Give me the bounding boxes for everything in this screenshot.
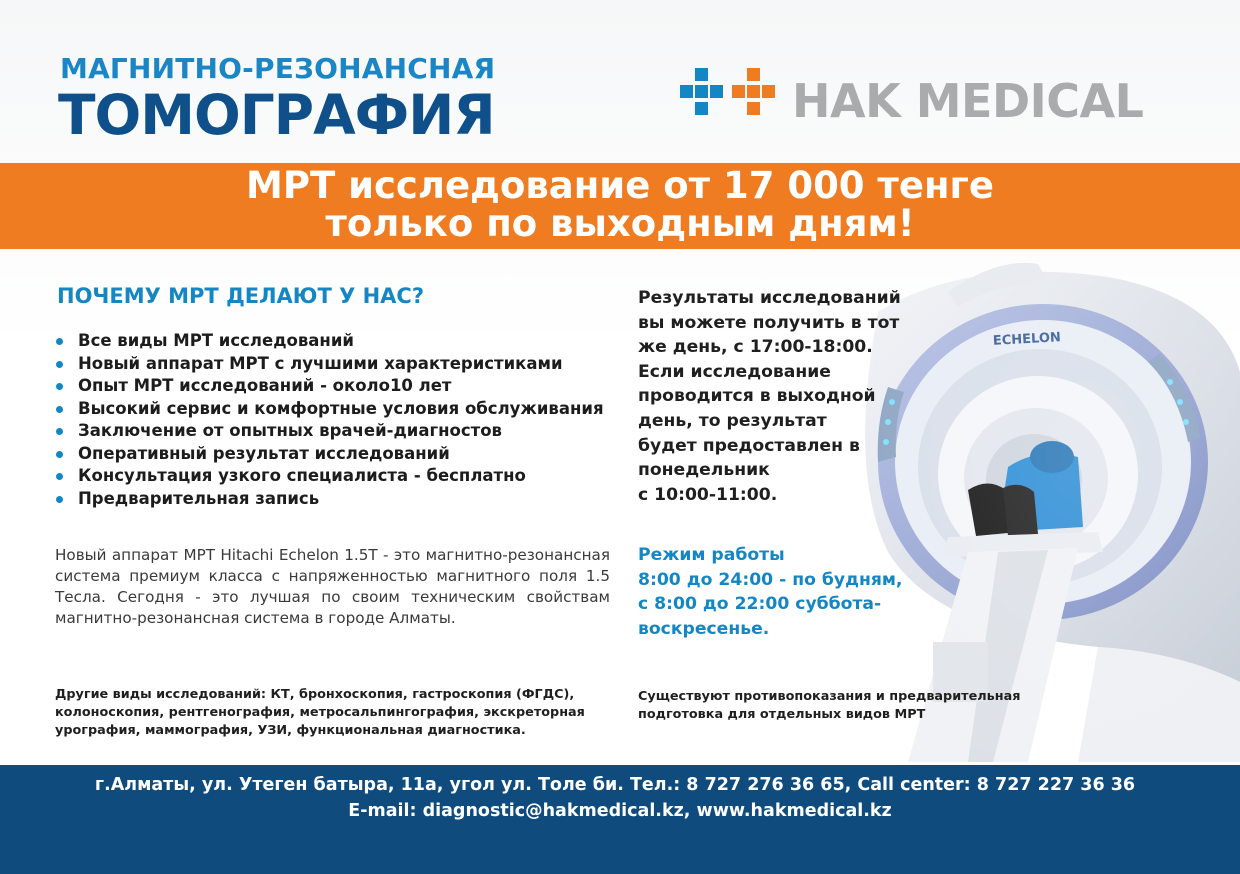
bullet-dot [56,451,63,458]
bullet-dot [56,428,63,435]
medical-cross-icon [680,66,776,126]
list-item: Предварительная запись [56,488,604,511]
list-item: Новый аппарат МРТ с лучшими характеристиками [56,353,604,376]
bullet-dot [56,361,63,368]
contraindications-note: Существуют противопоказания и предварительная подготовка для отдельных видов МРТ [638,689,1021,722]
bullet-dot [56,383,63,390]
list-item: Опыт МРТ исследований - около10 лет [56,375,604,398]
bullet-dot [56,496,63,503]
mri-brand-label: ECHELON [992,330,1062,349]
bullet-dot [56,338,63,345]
bullet-dot [56,473,63,480]
header-title: ТОМОГРАФИЯ [58,83,495,147]
list-item: Все виды МРТ исследований [56,330,604,353]
bullet-dot [56,406,63,413]
header-subtitle: МАГНИТНО-РЕЗОНАНСНАЯ [60,52,496,85]
footer-contacts: E-mail: diagnostic@hakmedical.kz, www.hakmedical.kz [348,801,892,821]
list-item: Высокий сервис и комфортные условия обслуживания [56,398,604,421]
list-item: Заключение от опытных врачей-диагностов [56,420,604,443]
other-studies-text: Другие виды исследований: КТ, бронхоскопия, гастроскопия (ФГДС), колоноскопия, рентгенография, метросальпингография, экскреторная урография, маммография, УЗИ, функциональная диагностика. [55,687,585,738]
why-heading: ПОЧЕМУ МРТ ДЕЛАЮТ У НАС? [57,284,425,308]
footer-address: г.Алматы, ул. Утеген батыра, 11а, угол ул. Толе би. Тел.: 8 727 276 36 65, Call center: 8 727 227 36 36 [94,775,1136,795]
list-item: Оперативный результат исследований [56,443,604,466]
working-hours: Режим работы 8:00 до 24:00 - по будням, с 8:00 до 22:00 суббота- воскресенье. [638,545,903,639]
promo-line-1: МРТ исследование от 17 000 тенге [246,164,994,207]
advantages-list [56,330,604,510]
hak-medical-logo [680,66,1200,126]
results-info: Результаты исследований вы можете получить в тот же день, с 17:00-18:00. Если исследование проводится в выходной день, то результат будет предоставлен в понедельник с 10:00-11:00. [638,288,901,505]
promo-line-2: только по выходным дням! [325,202,915,245]
logo-text: HAK MEDICAL [792,74,1144,128]
device-description: Новый аппарат МРТ Hitachi Echelon 1.5Т - это магнитно-резонансная система премиум класса с напряженностью магнитного поля 1.5 Тесла. Сегодня - это лучшая по своим техническим свойствам магнитно-резонансная система в городе Алматы. [55,546,610,627]
list-item: Консультация узкого специалиста - бесплатно [56,465,604,488]
